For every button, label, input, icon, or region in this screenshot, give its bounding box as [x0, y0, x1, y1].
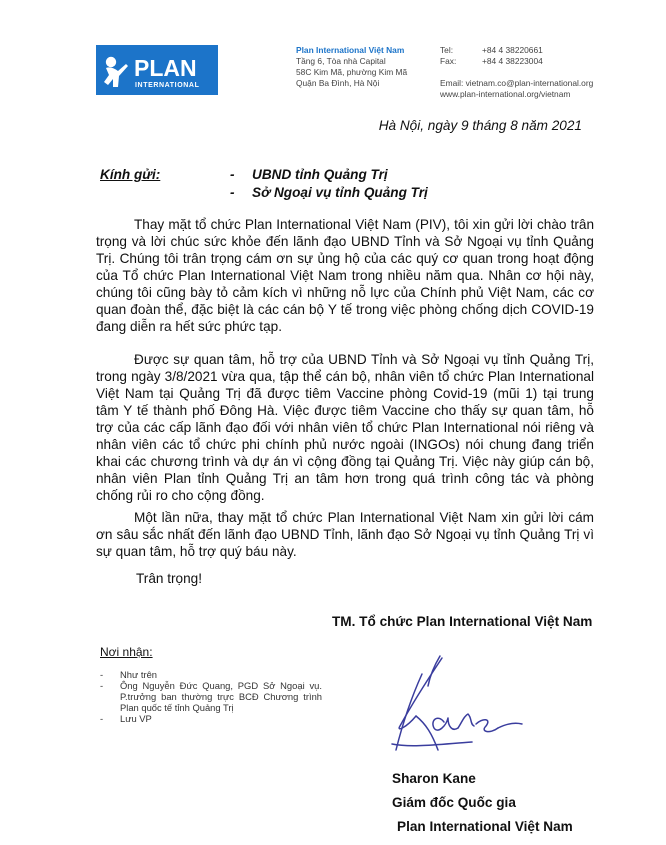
contact-web-block: [440, 78, 593, 100]
recipient-name: Sở Ngoại vụ tỉnh Quảng Trị: [252, 185, 428, 200]
distribution-bullet: -: [100, 713, 104, 724]
fax-label: Fax:: [440, 56, 457, 66]
website-value: www.plan-international.org/vietnam: [440, 89, 571, 99]
email-value: Email: vietnam.co@plan-international.org: [440, 78, 594, 88]
body-paragraph: [96, 509, 594, 560]
distribution-list: [100, 669, 322, 724]
address-line: Quận Ba Đình, Hà Nội: [296, 78, 380, 88]
recipient-name: UBND tỉnh Quảng Trị: [252, 167, 388, 182]
distribution-label: Nơi nhận:: [100, 645, 153, 659]
paragraph-text: Được sự quan tâm, hỗ trợ của UBND Tỉnh và Sở Ngoại vụ tỉnh Quảng Trị, trong ngày 3/8/2021 vừa qua, tập thể cán bộ, nhân viên tổ chức Plan International Việt Nam tại Quảng Trị đã được tiêm Vaccine phòng Covid-19 (mũi 1) tại trung tâm Y tế thành phố Đông Hà. Việc được tiêm Vaccine cho thấy sự quan tâm, hỗ trợ của các cấp lãnh đạo đối với nhân viên tổ chức Plan International nói riêng và nhân viên các tổ chức phi chính phủ nước ngoài (INGOs) nói chung đang triển khai các chương trình và dự án vì cộng đồng tại Quảng Trị. Việc này giúp cán bộ, nhân viên Plan tỉnh Quảng Trị an tâm hơn trong quá trình công tác và phòng chống rủi ro cho cộng đồng.: [96, 352, 594, 503]
signer-title: Giám đốc Quốc gia: [392, 795, 516, 810]
signature-org-line: TM. Tổ chức Plan International Việt Nam: [332, 614, 593, 629]
handwritten-signature: [382, 652, 552, 756]
letterhead-org-name: Plan International Việt Nam: [296, 45, 405, 55]
recipient-dash: -: [230, 167, 235, 182]
address-line: Tầng 6, Tòa nhà Capital: [296, 56, 386, 66]
signer-name: Sharon Kane: [392, 771, 476, 786]
closing-text: Trân trọng!: [136, 571, 202, 586]
paragraph-text: Một lần nữa, thay mặt tổ chức Plan International Việt Nam xin gửi lời cám ơn sâu sắc nhất đến lãnh đạo UBND Tỉnh, lãnh đạo Sở Ngoại vụ tỉnh Quảng Trị vì sự quan tâm, hỗ trợ quý báu này.: [96, 510, 594, 559]
paragraph-text: Thay mặt tổ chức Plan International Việt Nam (PIV), tôi xin gửi lời chào trân trọng và lời chúc sức khỏe đến lãnh đạo UBND Tỉnh và Sở Ngoại vụ tỉnh Quảng Trị. Chúng tôi trân trọng cám ơn sự ủng hộ của các quý cơ quan trong hoạt động của Tổ chức Plan International Việt Nam trong nhiều năm qua. Nhân cơ hội này, chúng tôi cũng bày tỏ cảm kích vì những nỗ lực của Chính phủ Việt Nam, các cơ quan đoàn thể, đặc biệt là các cán bộ Y tế trong việc phòng chống dịch COVID-19 đang diễn ra hết sức phức tạp.: [96, 217, 594, 334]
letter-date: Hà Nội, ngày 9 tháng 8 năm 2021: [378, 118, 582, 133]
distribution-bullet: -: [100, 680, 104, 691]
body-paragraph: [96, 351, 594, 504]
body-paragraph: [96, 216, 594, 335]
recipient-line: [230, 185, 428, 200]
tel-label: Tel:: [440, 45, 454, 55]
letterhead-address-block: [296, 45, 407, 89]
plan-logo: [96, 45, 218, 95]
distribution-item: - Lưu VP: [100, 713, 152, 724]
logo-main-text: PLAN: [134, 55, 197, 81]
contact-values: [482, 45, 543, 67]
distribution-item: - Như trên: [100, 669, 158, 680]
fax-value: +84 4 38223004: [482, 56, 543, 66]
recipient-line: [230, 167, 388, 182]
greeting-label: Kính gửi:: [100, 167, 161, 182]
recipient-dash: -: [230, 185, 235, 200]
distribution-bullet: -: [100, 669, 104, 680]
address-line: 58C Kim Mã, phường Kim Mã: [296, 67, 408, 77]
logo-sub-text: INTERNATIONAL: [135, 82, 200, 89]
contact-labels: [440, 45, 456, 67]
distribution-item: - Ông Nguyễn Đức Quang, PGD Sở Ngoại vụ. P.trưởng ban thường trực BCĐ Chương trình Plan quốc tế tỉnh Quảng Trị: [100, 680, 322, 713]
tel-value: +84 4 38220661: [482, 45, 543, 55]
signer-org: Plan International Việt Nam: [397, 819, 573, 834]
